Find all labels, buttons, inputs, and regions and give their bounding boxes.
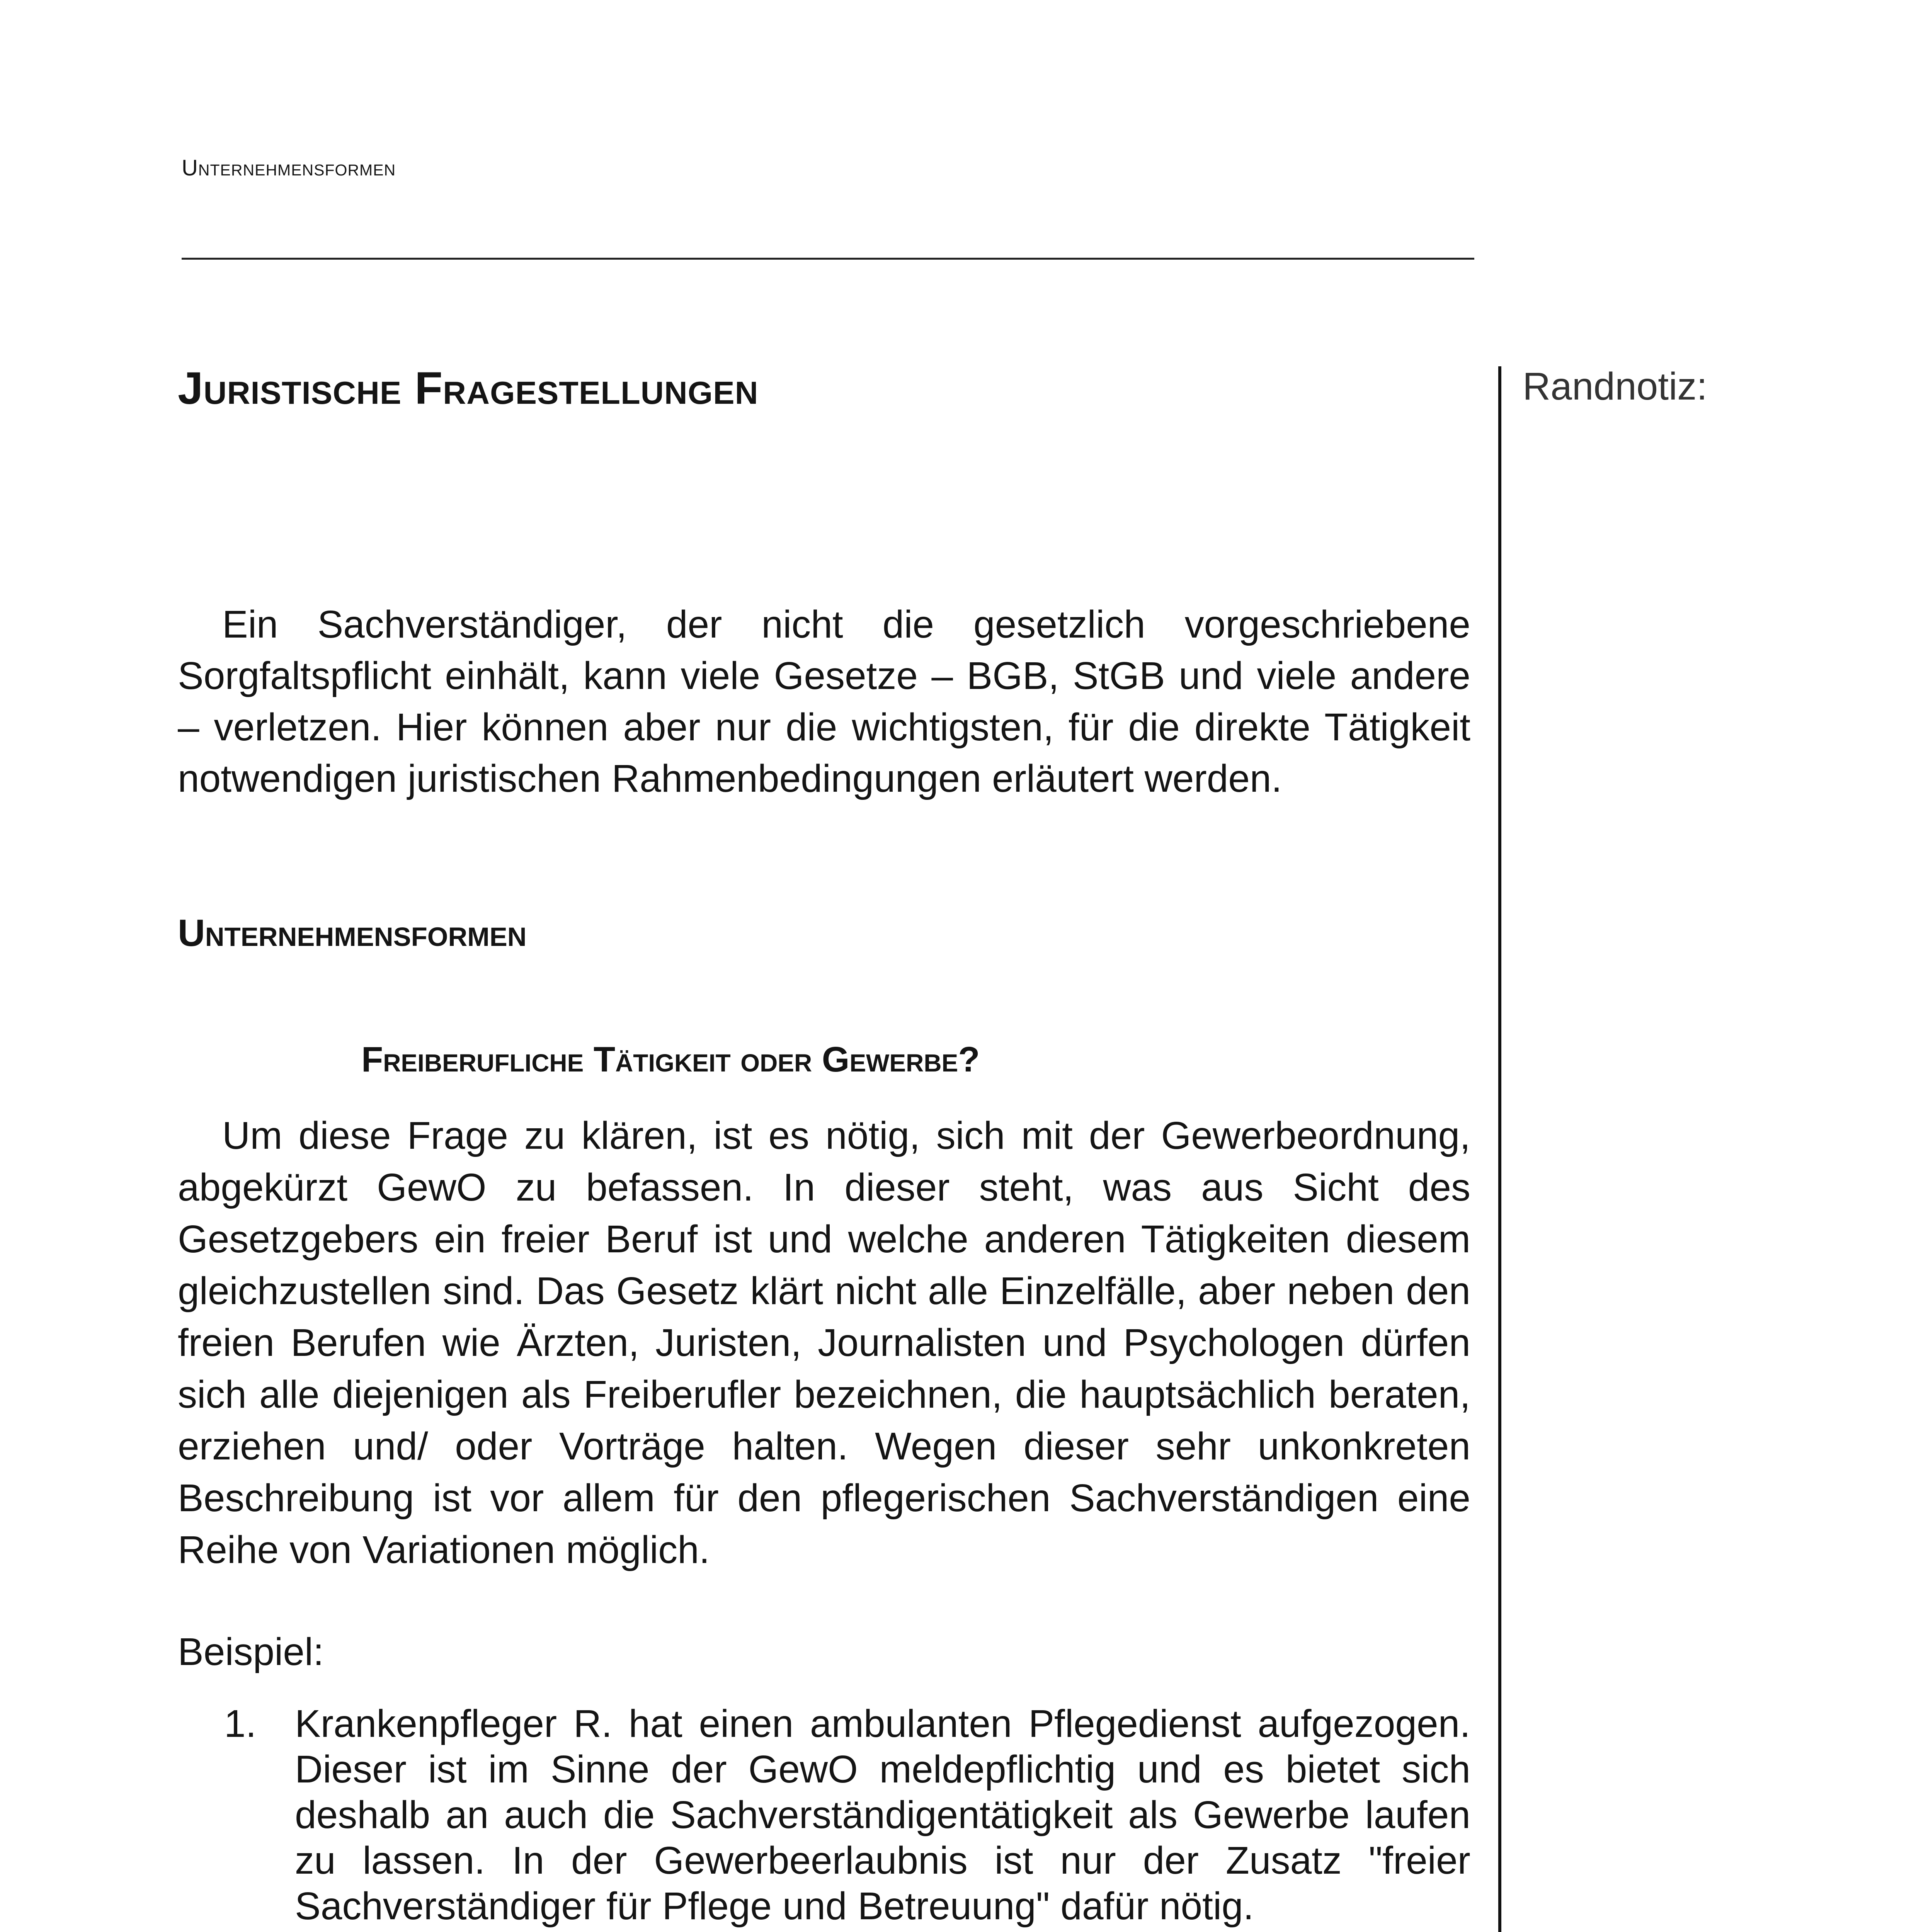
margin-note-label: Randnotiz: bbox=[1523, 365, 1708, 408]
intro-paragraph: Ein Sachverständiger, der nicht die gesetzlich vorgeschriebene Sorgfaltspflicht einhält, kann viele Gesetze – BGB, StGB und viele andere – verletzen. Hier können aber nur die wichtigsten, für die direkte Tätigkeit notwendigen juristischen Rahmenbedingungen erläutert werden. bbox=[178, 603, 1470, 800]
example-label: Beispiel: bbox=[178, 1630, 324, 1673]
subsection-title: Freiberufliche Tätigkeit oder Gewerbe? bbox=[361, 1040, 980, 1079]
list-item-text: Krankenpfleger R. hat einen ambulanten Pflegedienst aufgezogen. Dieser ist im Sinne der GewO meldepflichtig und es bietet sich deshalb an auch die Sachverständigentätigkeit als Gewerbe laufen zu lassen. In der Gewerbeerlaubnis ist nur der Zusatz "freier Sachverständiger für Pflege und Betreuung" dafür nötig. bbox=[295, 1702, 1470, 1928]
body-paragraph: Um diese Frage zu klären, ist es nötig, sich mit der Gewerbeordnung, abgekürzt GewO zu befassen. In dieser steht, was aus Sicht des Gesetzgebers ein freier Beruf ist und welche anderen Tätigkeiten diesem gleichzustellen sind. Das Gesetz klärt nicht alle Einzelfälle, aber neben den freien Berufen wie Ärzten, Juristen, Journalisten und Psychologen dürfen sich alle diejenigen als Freiberufler bezeichnen, die hauptsächlich beraten, erziehen und/ oder Vorträge halten. Wegen dieser sehr unkonkreten Beschreibung ist vor allem für den pflegerischen Sachverständigen eine Reihe von Variationen möglich. bbox=[178, 1114, 1470, 1571]
example-list bbox=[178, 1701, 1470, 1932]
main-content bbox=[178, 359, 1470, 1932]
chapter-title: Juristische Fragestellungen bbox=[178, 363, 759, 414]
header-rule bbox=[182, 258, 1474, 260]
section-title: Unternehmensformen bbox=[178, 912, 527, 954]
list-item bbox=[178, 1701, 1470, 1929]
margin-rule bbox=[1498, 366, 1501, 1932]
list-item-number: 1. bbox=[224, 1702, 257, 1745]
running-header: Unternehmensformen bbox=[182, 155, 396, 180]
